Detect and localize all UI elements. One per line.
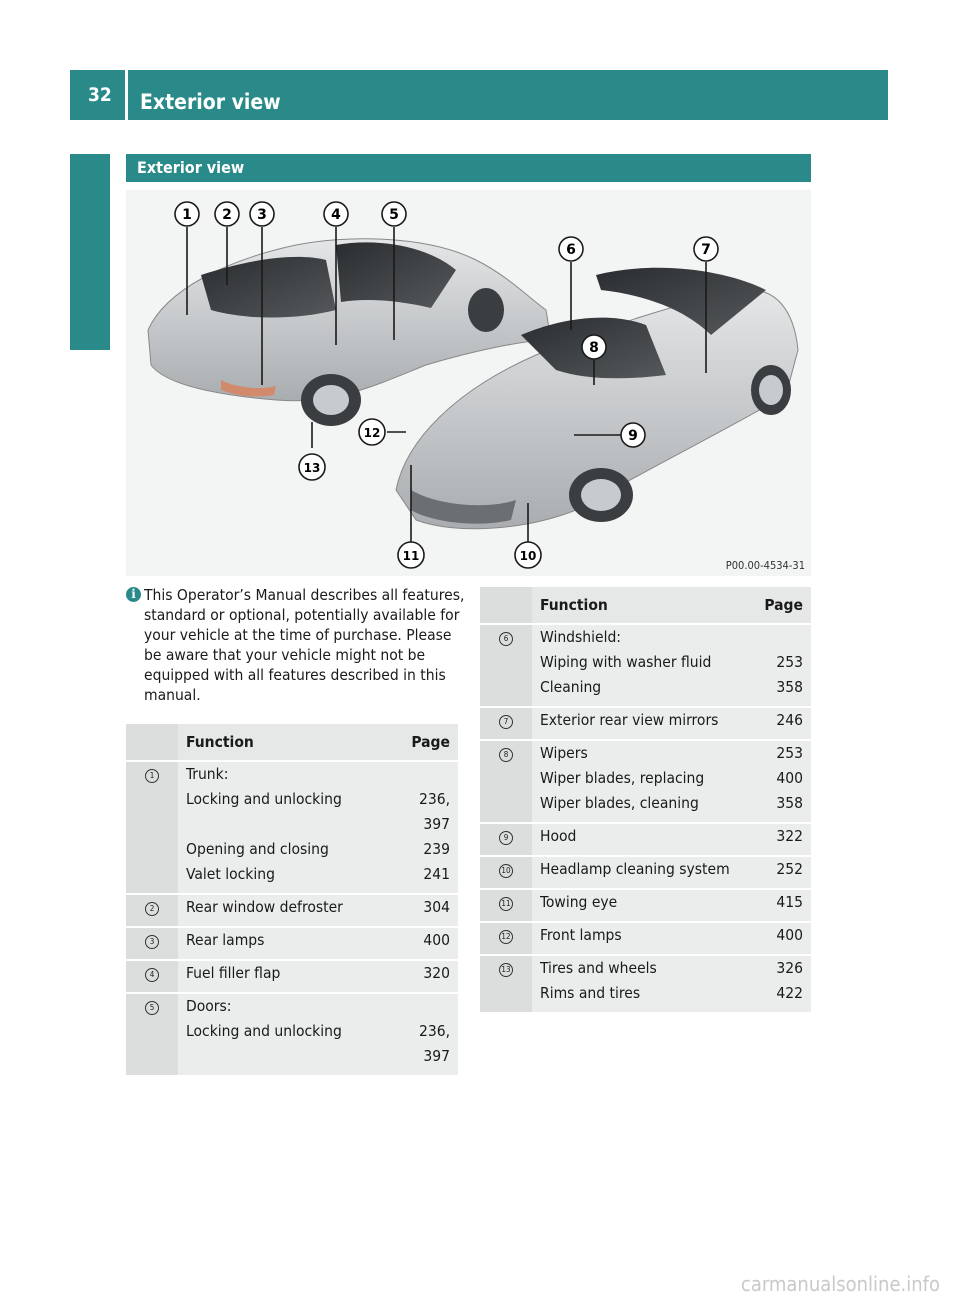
header-function: Function <box>178 724 396 761</box>
function-text: Trunk: <box>186 765 229 783</box>
svg-text:3: 3 <box>257 207 267 223</box>
function-text: Towing eye <box>540 893 618 911</box>
page-ref: 400 <box>776 769 803 787</box>
function-text: Valet locking <box>186 865 275 883</box>
callout-10 <box>515 542 541 568</box>
section-title: Exterior view <box>137 158 245 177</box>
cell-padding <box>758 948 803 954</box>
page-ref: 241 <box>423 865 450 883</box>
svg-text:6: 6 <box>566 242 576 258</box>
function-text: Rims and tires <box>540 984 641 1002</box>
function-cell <box>532 624 758 707</box>
cell-padding <box>758 816 803 822</box>
page-ref: 253 <box>776 744 803 762</box>
svg-text:2: 2 <box>222 207 232 223</box>
item-number-badge: 3 <box>145 935 159 949</box>
cell-padding <box>540 915 758 921</box>
callout-9 <box>621 423 645 447</box>
cell-padding <box>758 882 803 888</box>
callout-2 <box>215 202 239 226</box>
watermark: carmanualsonline.info <box>740 1272 940 1296</box>
header-page: Page <box>758 587 811 624</box>
page-ref <box>396 994 450 1019</box>
page-cell <box>758 740 811 823</box>
page-ref: 252 <box>776 860 803 878</box>
function-text: Front lamps <box>540 926 622 944</box>
page-cell <box>396 993 458 1075</box>
item-number-cell <box>480 823 532 856</box>
function-text: Locking and unlocking <box>186 790 342 808</box>
item-number-badge: 11 <box>499 897 513 911</box>
table-row <box>480 955 811 1012</box>
function-text: Headlamp cleaning system <box>540 860 730 878</box>
callout-5 <box>382 202 406 226</box>
cell-padding <box>396 887 450 893</box>
function-text: Locking and unlocking <box>186 1022 342 1040</box>
function-text: Exterior rear view mirrors <box>540 711 719 729</box>
table-row <box>480 856 811 889</box>
item-number-cell <box>480 856 532 889</box>
cell-padding <box>540 816 758 822</box>
callout-11 <box>398 542 424 568</box>
item-number-cell <box>480 955 532 1012</box>
cell-padding <box>758 1006 803 1012</box>
table-row <box>480 707 811 740</box>
page-number: 32 <box>88 84 112 106</box>
cell-padding <box>758 915 803 921</box>
item-number-cell <box>480 922 532 955</box>
cell-padding <box>186 986 396 992</box>
function-text: Doors: <box>186 997 232 1015</box>
cell-padding <box>758 700 803 706</box>
table-row <box>126 761 458 894</box>
page-cell <box>396 927 458 960</box>
table-row <box>480 823 811 856</box>
callout-4 <box>324 202 348 226</box>
page-number-box <box>70 70 125 120</box>
function-cell <box>532 707 758 740</box>
page-ref: 239 <box>423 840 450 858</box>
cell-padding <box>758 849 803 855</box>
function-table-right <box>480 587 811 1012</box>
table-row <box>126 960 458 993</box>
cell-padding <box>540 700 758 706</box>
callout-12 <box>359 419 385 445</box>
page-cell <box>396 894 458 927</box>
figure-code: P00.00-4534-31 <box>725 559 805 572</box>
header-num-cell <box>126 724 178 761</box>
page-ref: 415 <box>776 893 803 911</box>
function-text: Wiping with washer fluid <box>540 653 712 671</box>
function-cell <box>532 889 758 922</box>
table-row <box>480 740 811 823</box>
function-cell <box>532 740 758 823</box>
page-ref: 253 <box>776 653 803 671</box>
function-text <box>186 812 396 837</box>
item-number-cell <box>126 894 178 927</box>
header-page: Page <box>396 724 458 761</box>
cell-padding <box>758 733 803 739</box>
function-cell <box>532 823 758 856</box>
page-cell <box>758 889 811 922</box>
item-number-cell <box>126 993 178 1075</box>
callout-8 <box>582 335 606 359</box>
page-cell <box>758 856 811 889</box>
page-ref: 236, <box>418 1022 450 1040</box>
svg-text:9: 9 <box>628 428 638 444</box>
page-ref: 422 <box>776 984 803 1002</box>
item-number-badge: 12 <box>499 930 513 944</box>
page-ref: 400 <box>423 931 450 949</box>
function-table-left <box>126 724 458 1075</box>
table-row <box>126 927 458 960</box>
header-num-cell <box>480 587 532 624</box>
table-header-row <box>480 587 811 624</box>
function-text: Wipers <box>540 744 588 762</box>
page-ref: 326 <box>776 959 803 977</box>
item-number-badge: 2 <box>145 902 159 916</box>
page-ref <box>758 625 803 650</box>
page-ref: 236, <box>418 790 450 808</box>
table-row <box>480 624 811 707</box>
page-ref <box>396 762 450 787</box>
table-row <box>480 889 811 922</box>
cell-padding <box>396 986 450 992</box>
cell-padding <box>396 920 450 926</box>
header-title: Exterior view <box>140 90 281 114</box>
function-cell <box>532 856 758 889</box>
function-cell <box>178 960 396 993</box>
item-number-badge: 5 <box>145 1001 159 1015</box>
function-text: Rear lamps <box>186 931 265 949</box>
svg-text:11: 11 <box>402 549 420 563</box>
page-cell <box>758 955 811 1012</box>
cell-padding <box>186 887 396 893</box>
table-row <box>480 922 811 955</box>
page-cell <box>758 707 811 740</box>
page-cell <box>396 960 458 993</box>
cell-padding <box>540 882 758 888</box>
page-cell <box>758 823 811 856</box>
header-divider <box>125 70 128 120</box>
callout-7 <box>694 237 718 261</box>
info-icon: i <box>126 587 141 602</box>
item-number-badge: 10 <box>499 864 513 878</box>
callout-6 <box>559 237 583 261</box>
item-number-cell <box>126 960 178 993</box>
function-text: Windshield: <box>540 628 622 646</box>
exterior-view-figure <box>126 190 811 576</box>
page-ref: 397 <box>423 815 450 833</box>
function-cell <box>532 922 758 955</box>
svg-text:13: 13 <box>303 461 321 475</box>
function-text: Opening and closing <box>186 840 329 858</box>
cell-padding <box>396 1069 450 1075</box>
page-ref: 400 <box>776 926 803 944</box>
svg-text:10: 10 <box>519 549 537 563</box>
item-number-badge: 13 <box>499 963 513 977</box>
item-number-badge: 1 <box>145 769 159 783</box>
page-ref: 246 <box>776 711 803 729</box>
function-cell <box>532 955 758 1012</box>
page-cell <box>758 624 811 707</box>
item-number-badge: 8 <box>499 748 513 762</box>
item-number-badge: 4 <box>145 968 159 982</box>
item-number-badge: 6 <box>499 632 513 646</box>
function-cell <box>178 761 396 894</box>
page-ref: 397 <box>423 1047 450 1065</box>
function-text: Rear window defroster <box>186 898 343 916</box>
cell-padding <box>396 953 450 959</box>
info-note-text: This Operator’s Manual describes all features, standard or optional, potentially available for your vehicle at the time of purchase. Please be aware that your vehicle might not be equipped with all features described in this manual. <box>144 586 465 704</box>
callout-3 <box>250 202 274 226</box>
cell-padding <box>540 948 758 954</box>
table-row <box>126 894 458 927</box>
header-function: Function <box>532 587 758 624</box>
function-text: Fuel filler flap <box>186 964 281 982</box>
table-row <box>126 993 458 1075</box>
cell-padding <box>540 849 758 855</box>
side-tab-label: At a glance <box>77 201 103 327</box>
item-number-cell <box>480 740 532 823</box>
function-text: Wiper blades, cleaning <box>540 794 699 812</box>
car-illustration <box>126 190 811 576</box>
function-cell <box>178 894 396 927</box>
callout-13 <box>299 454 325 480</box>
function-cell <box>178 927 396 960</box>
item-number-cell <box>126 761 178 894</box>
svg-text:1: 1 <box>182 207 192 223</box>
svg-text:8: 8 <box>589 340 599 356</box>
cell-padding <box>186 920 396 926</box>
cell-padding <box>186 1069 396 1075</box>
cell-padding <box>186 953 396 959</box>
item-number-badge: 7 <box>499 715 513 729</box>
function-text: Hood <box>540 827 577 845</box>
page-cell <box>396 761 458 894</box>
function-text: Tires and wheels <box>540 959 657 977</box>
svg-text:5: 5 <box>389 207 399 223</box>
svg-text:4: 4 <box>331 207 341 223</box>
svg-text:7: 7 <box>701 242 711 258</box>
cell-padding <box>540 733 758 739</box>
page-ref: 322 <box>776 827 803 845</box>
page-ref: 304 <box>423 898 450 916</box>
function-text: Wiper blades, replacing <box>540 769 705 787</box>
item-number-cell <box>480 889 532 922</box>
function-text: Cleaning <box>540 678 602 696</box>
svg-text:12: 12 <box>363 426 381 440</box>
function-cell <box>178 993 396 1075</box>
page-cell <box>758 922 811 955</box>
function-text <box>186 1044 396 1069</box>
section-title-bar <box>126 154 811 182</box>
item-number-cell <box>480 624 532 707</box>
page-ref: 358 <box>776 678 803 696</box>
cell-padding <box>540 1006 758 1012</box>
item-number-cell <box>480 707 532 740</box>
table-header-row <box>126 724 458 761</box>
item-number-cell <box>126 927 178 960</box>
page-ref: 320 <box>423 964 450 982</box>
item-number-badge: 9 <box>499 831 513 845</box>
page-ref: 358 <box>776 794 803 812</box>
callout-1 <box>175 202 199 226</box>
